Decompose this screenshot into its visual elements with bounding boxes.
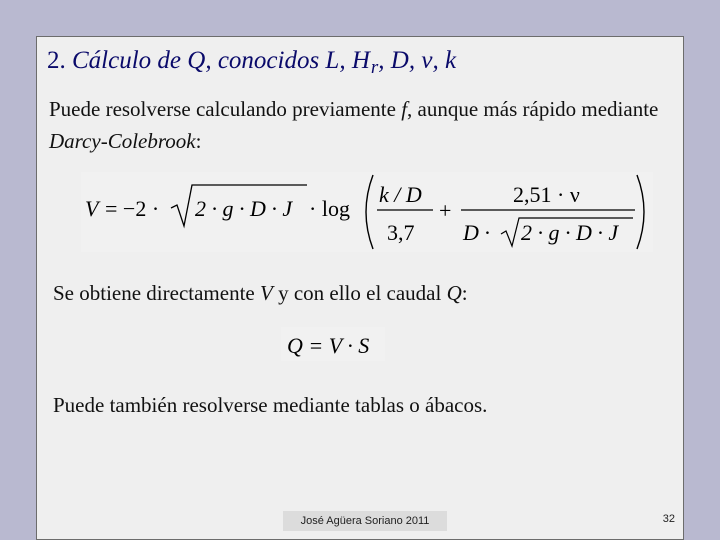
right-parenthesis [637, 175, 644, 249]
title-number: 2. [47, 47, 66, 74]
formula-radicand-2: 2 · g · D · J [521, 220, 619, 245]
formula-numerator-2: 2,51 · ν [513, 182, 580, 207]
left-parenthesis [366, 175, 373, 249]
slide-title [47, 47, 457, 78]
paragraph-velocity-before: Se obtiene directamente [53, 281, 260, 305]
paragraph-velocity-v: V [260, 281, 273, 305]
title-tail: , D, ν, k [378, 47, 457, 74]
formula-numerator-1: k / D [379, 182, 422, 207]
flow-formula [281, 327, 385, 361]
formula-denominator-1: 3,7 [387, 220, 415, 245]
formula-plus: + [439, 198, 452, 223]
paragraph-velocity [53, 281, 468, 306]
formula-lhs: V [85, 196, 99, 221]
paragraph-intro-method: Darcy-Colebrook [49, 129, 196, 153]
paragraph-intro [49, 93, 679, 157]
paragraph-intro-before: Puede resolverse calculando previamente [49, 97, 402, 121]
title-subscript: r [370, 57, 379, 78]
formula-denominator-2-prefix: D · [463, 220, 490, 245]
footer-author: José Agüera Soriano 2011 [283, 511, 447, 531]
paragraph-intro-f: f [401, 97, 408, 121]
paragraph-tables: Puede también resolverse mediante tablas o ábacos. [53, 393, 488, 417]
flow-formula-svg [281, 327, 385, 361]
paragraph-velocity-q: Q [446, 281, 462, 305]
formula-radicand-1: 2 · g · D · J [195, 196, 293, 221]
paragraph-intro-after1: , aunque más rápido mediante [407, 97, 659, 121]
formula-log: · log [309, 196, 350, 221]
title-text: Cálculo de Q, conocidos L, H [72, 47, 370, 74]
page-number: 32 [662, 513, 675, 525]
formula-equals-minus-two: = −2 · [105, 196, 160, 221]
colebrook-formula [81, 172, 653, 252]
paragraph-velocity-after: : [461, 281, 468, 305]
paragraph-intro-after2: : [195, 129, 202, 153]
colebrook-formula-svg [81, 172, 653, 252]
slide [36, 36, 684, 540]
flow-formula-text: Q = V · S [287, 333, 370, 358]
paragraph-velocity-middle: y con ello el caudal [272, 281, 447, 305]
